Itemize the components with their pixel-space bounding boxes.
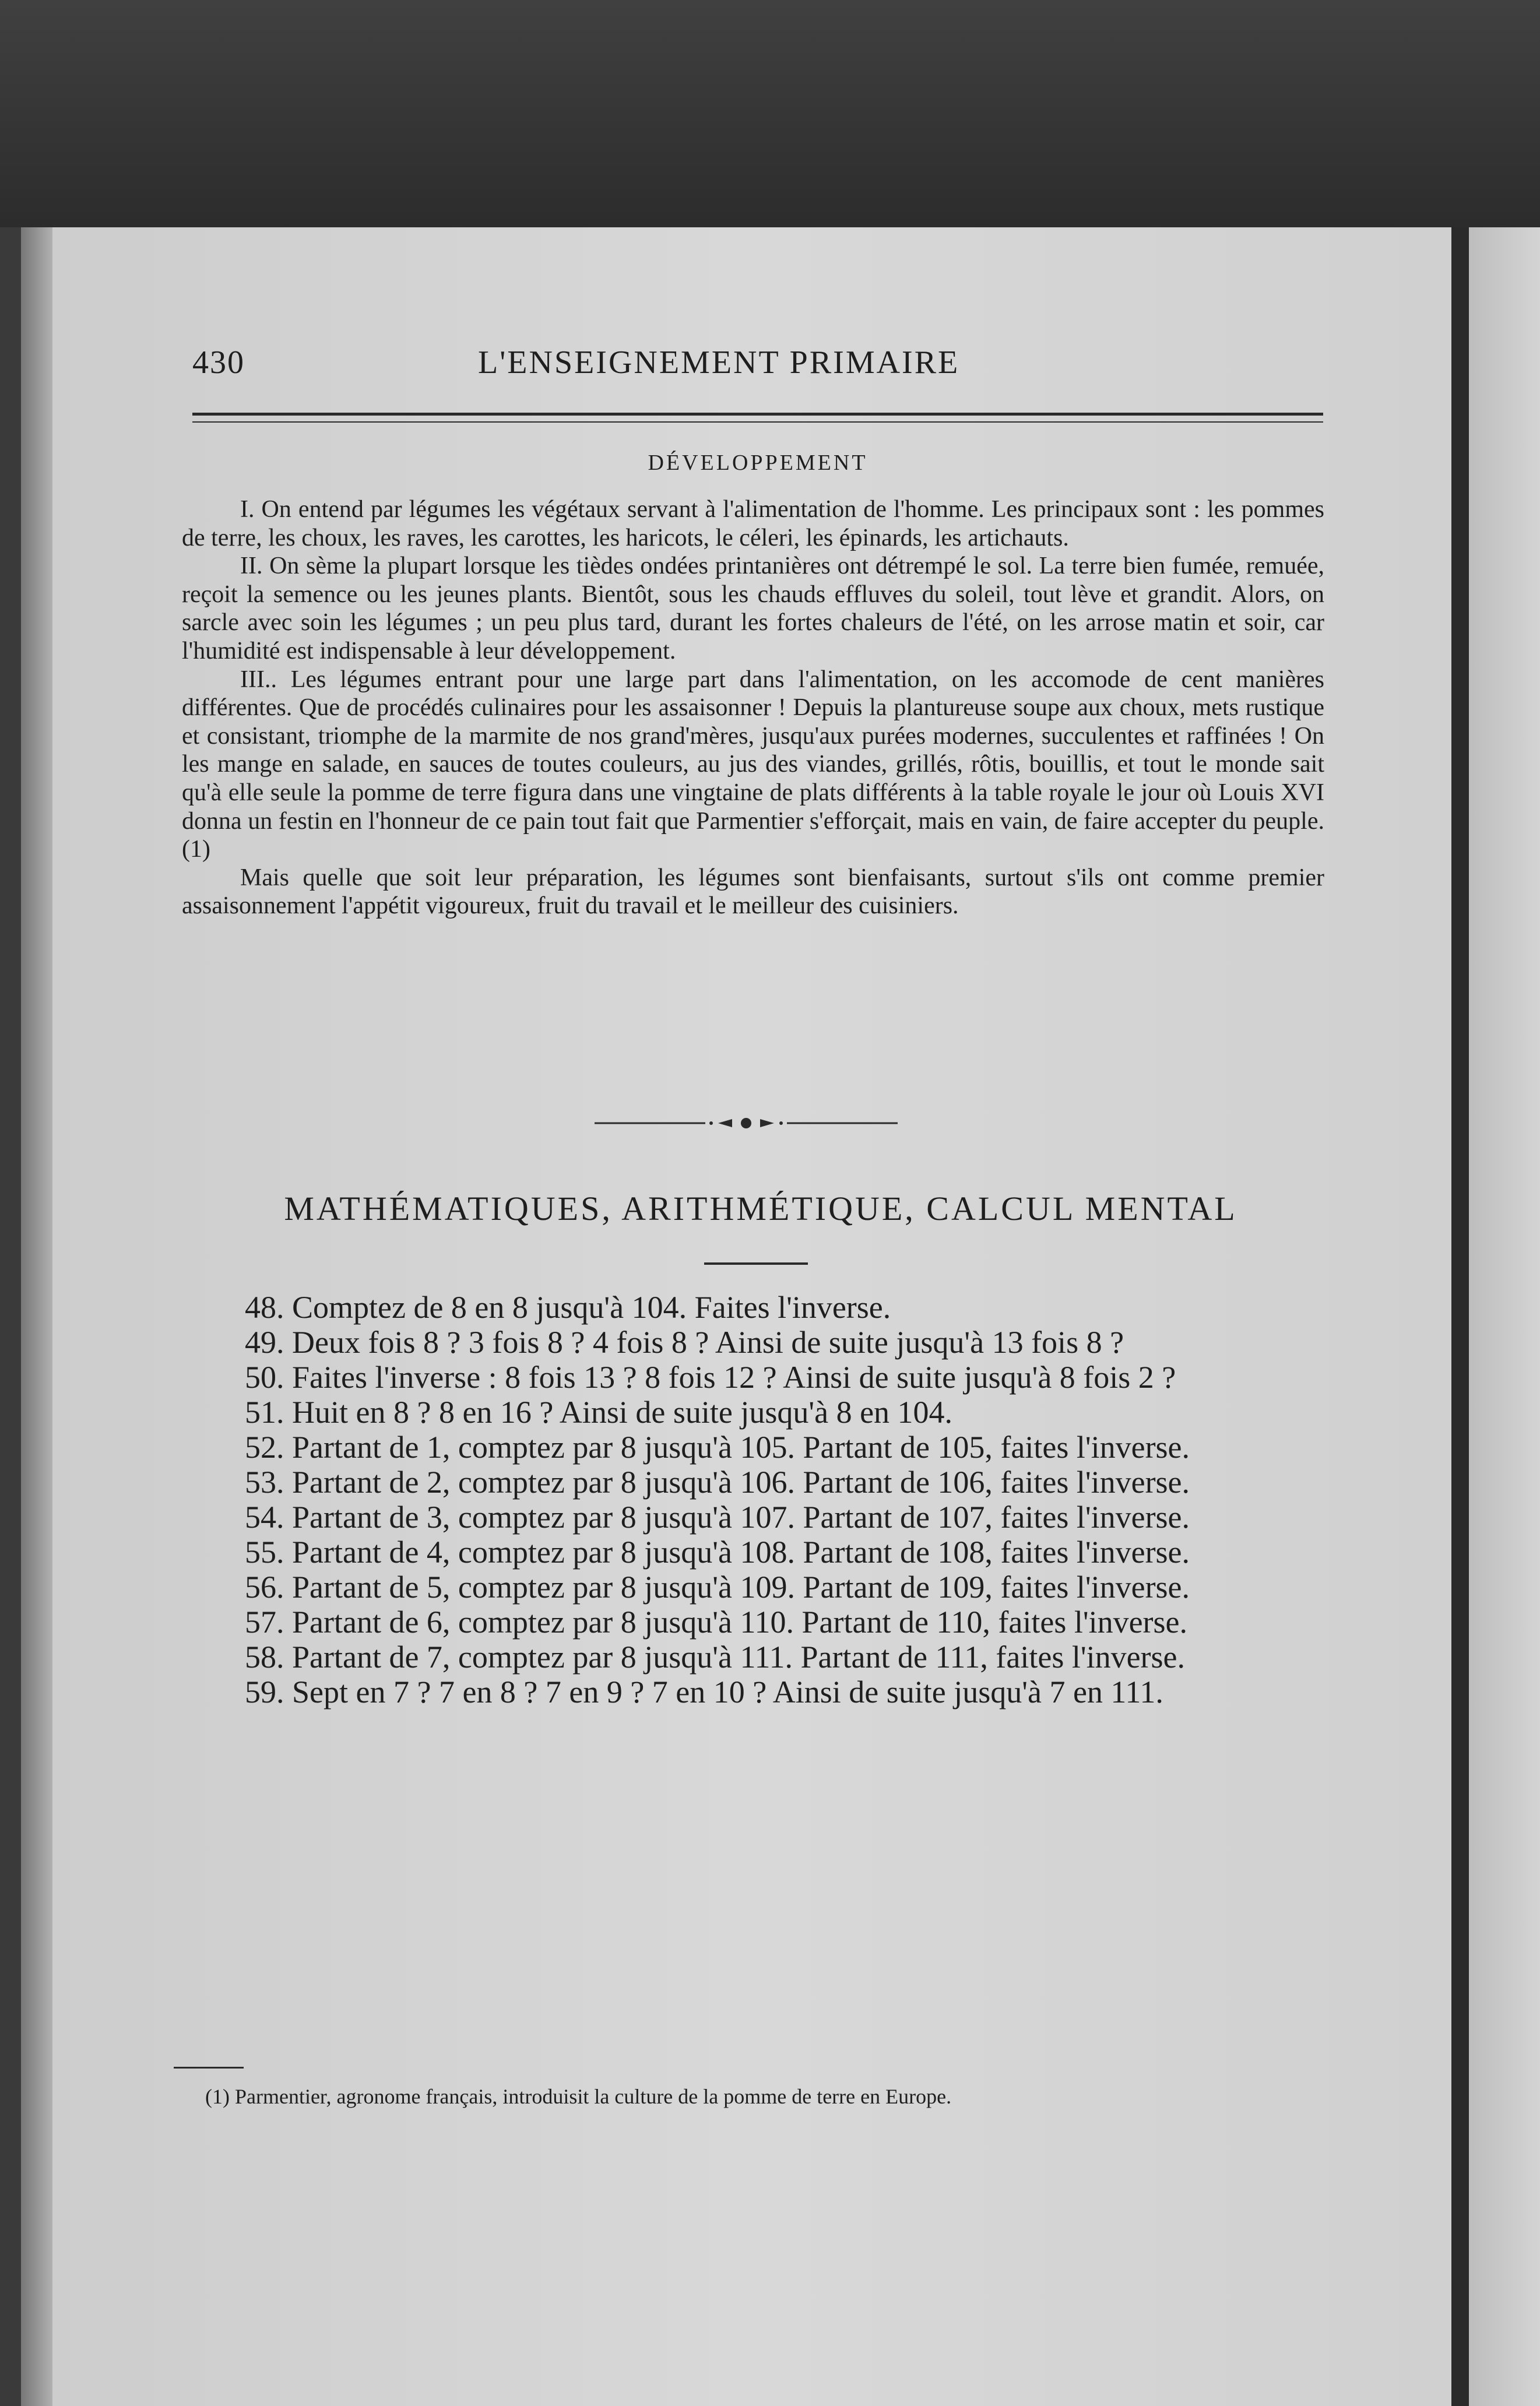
exercise-item: 49. Deux fois 8 ? 3 fois 8 ? 4 fois 8 ? Ainsi de suite jusqu'à 13 fois 8 ? [245, 1325, 1124, 1360]
paragraph: II. On sème la plupart lorsque les tièdes ondées printanières ont détrempé le sol. La terre bien fumée, remuée, reçoit la semence ou les jeunes plants. Bientôt, sous les chauds effluves du soleil, tout lève et grandit. Alors, on sarcle avec soin les légumes ; un peu plus tard, durant les fortes chaleurs de l'été, on les arrose matin et soir, car l'humidité est indispensable à leur développement. [182, 553, 1324, 664]
page-number: 430 [192, 344, 245, 381]
footnote: (1) Parmentier, agronome français, introduisit la culture de la pomme de terre en Europe. [205, 2085, 952, 2108]
running-title: L'ENSEIGNEMENT PRIMAIRE [478, 344, 960, 381]
exercise-item: 57. Partant de 6, comptez par 8 jusqu'à 110. Partant de 110, faites l'inverse. [245, 1605, 1188, 1640]
footnote-rule [174, 2067, 244, 2069]
exercise-item: 52. Partant de 1, comptez par 8 jusqu'à 105. Partant de 105, faites l'inverse. [245, 1430, 1190, 1465]
title-underline [704, 1262, 808, 1265]
exercise-item: 54. Partant de 3, comptez par 8 jusqu'à 107. Partant de 107, faites l'inverse. [245, 1500, 1190, 1535]
exercise-list [176, 1290, 1319, 1709]
developpement-text [182, 495, 1324, 920]
adjacent-page-edge [1451, 227, 1540, 2406]
paragraph: I. On entend par légumes les végétaux servant à l'alimentation de l'homme. Les principaux sont : les pommes de terre, les choux, les raves, les carottes, les haricots, le céleri, les épinards, les artichauts. [182, 496, 1324, 551]
paragraph: III.. Les légumes entrant pour une large part dans l'alimentation, on les accomode de cent manières différentes. Que de procédés culinaires pour les assaisonner ! Depuis la plantureuse soupe aux choux, mets rustique et consistant, triomphe de la marmite de nos grand'mères, jusqu'aux purées modernes, succulentes et raffinées ! On les mange en salade, en sauces de toutes couleurs, au jus des viandes, grillés, rôtis, bouillis, et tout le monde sait qu'à elle seule la pomme de terre figura dans une vingtaine de plats différents à la table royale le jour où Louis XVI donna un festin en l'honneur de ce pain tout fait que Parmentier s'efforçait, mais en vain, de faire accepter du peuple. (1) [182, 666, 1324, 863]
paragraph: Mais quelle que soit leur préparation, les légumes sont bienfaisants, surtout s'ils ont comme premier assaisonnement l'appétit vigoureux, fruit du travail et le meilleur des cuisiniers. [182, 864, 1324, 920]
book-page [52, 227, 1451, 2406]
header-rule-thick [192, 413, 1323, 416]
scan-backdrop [0, 0, 1540, 227]
exercise-item: 58. Partant de 7, comptez par 8 jusqu'à 111. Partant de 111, faites l'inverse. [245, 1640, 1186, 1675]
page-left-edge [21, 227, 56, 2406]
exercise-item: 56. Partant de 5, comptez par 8 jusqu'à 109. Partant de 109, faites l'inverse. [245, 1570, 1190, 1605]
mathematiques-title: MATHÉMATIQUES, ARITHMÉTIQUE, CALCUL MENTAL [284, 1190, 1237, 1227]
section-ornament [595, 1114, 898, 1132]
header-rule-thin [192, 421, 1323, 423]
exercise-item: 59. Sept en 7 ? 7 en 8 ? 7 en 9 ? 7 en 10 ? Ainsi de suite jusqu'à 7 en 111. [245, 1675, 1163, 1709]
exercise-item: 48. Comptez de 8 en 8 jusqu'à 104. Faites l'inverse. [245, 1290, 891, 1325]
page-header [192, 344, 1370, 396]
exercise-item: 51. Huit en 8 ? 8 en 16 ? Ainsi de suite jusqu'à 8 en 104. [245, 1395, 953, 1430]
exercise-item: 55. Partant de 4, comptez par 8 jusqu'à 108. Partant de 108, faites l'inverse. [245, 1535, 1190, 1570]
developpement-heading: DÉVELOPPEMENT [648, 451, 868, 475]
exercise-item: 50. Faites l'inverse : 8 fois 13 ? 8 fois 12 ? Ainsi de suite jusqu'à 8 fois 2 ? [245, 1360, 1176, 1395]
exercise-item: 53. Partant de 2, comptez par 8 jusqu'à 106. Partant de 106, faites l'inverse. [245, 1465, 1190, 1500]
